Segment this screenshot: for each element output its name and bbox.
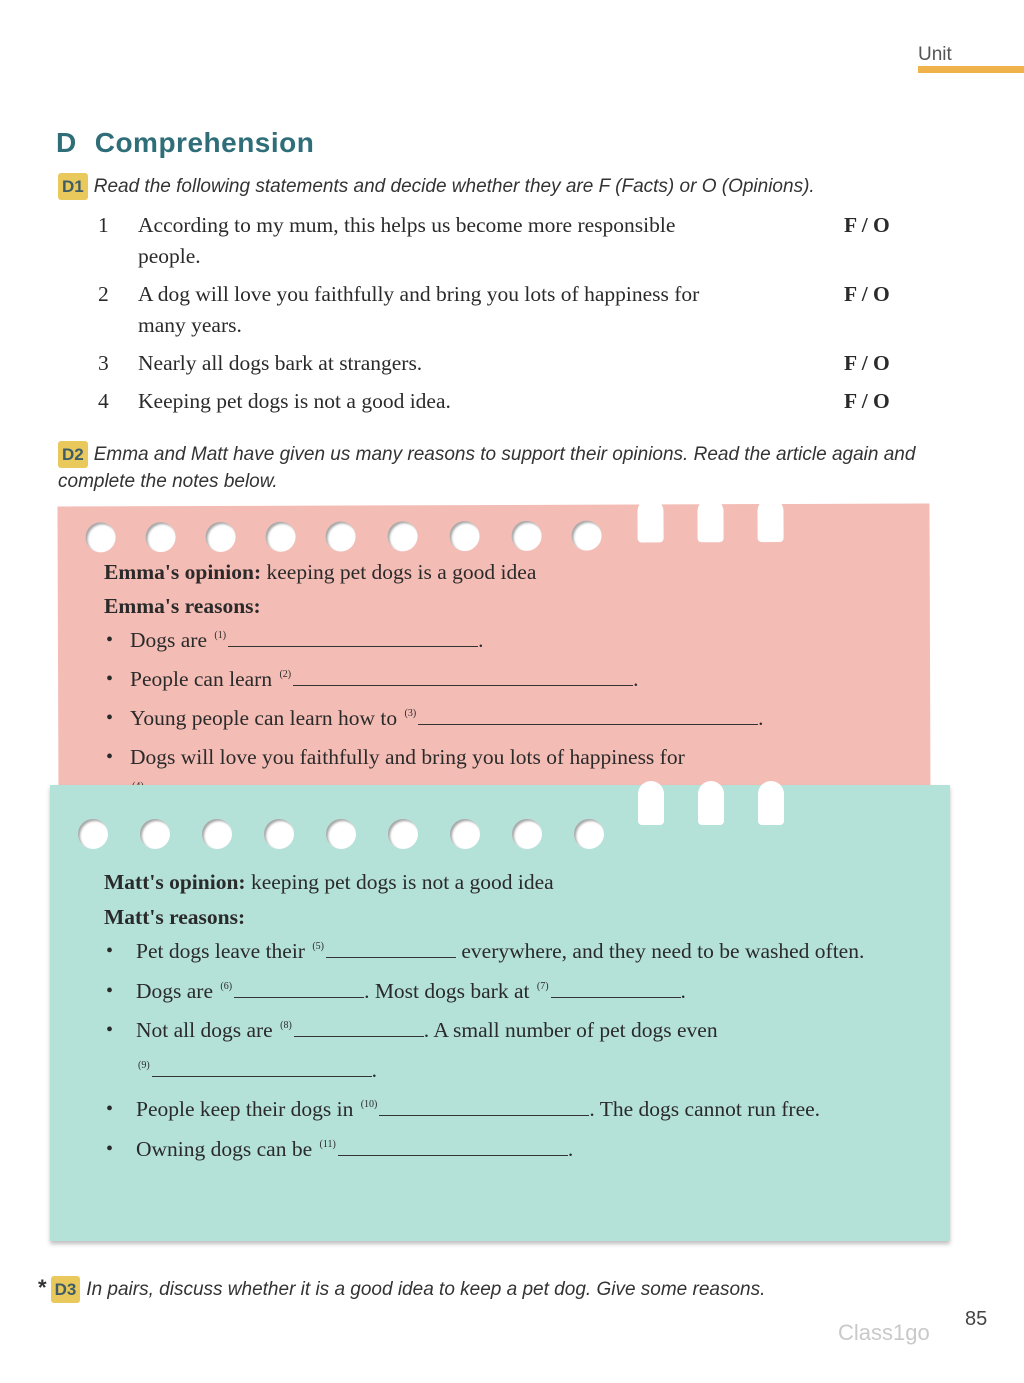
fact-opinion-choice[interactable]: F / O — [844, 282, 890, 306]
answer-blank[interactable] — [228, 624, 478, 647]
binder-hole — [388, 521, 418, 551]
d3-tag: D3 — [51, 1276, 81, 1303]
d1-statement-list — [98, 210, 918, 424]
reason-text: . Most dogs bark at — [364, 978, 530, 1003]
d3-instruction — [38, 1274, 958, 1303]
list-item — [104, 934, 914, 974]
list-item: • People can learn $^{(2)}$ . — [104, 662, 904, 701]
reason-text: Dogs will love you faithfully and bring you lots of happiness for — [130, 745, 685, 769]
list-item — [104, 1092, 914, 1132]
section-title-text: Comprehension — [94, 127, 315, 158]
emma-opinion-text: keeping pet dogs is a good idea — [266, 560, 537, 584]
blank-number: (9) — [138, 1059, 150, 1071]
reason-text: . The dogs cannot run free. — [589, 1097, 821, 1121]
binder-hole — [202, 819, 232, 849]
matt-opinion-label: Matt's opinion: — [104, 870, 246, 894]
torn-hole — [758, 781, 784, 825]
blank-number: (7) — [536, 980, 549, 992]
blank-number: (3) — [404, 708, 417, 719]
reason-text: People keep their dogs in — [136, 1097, 354, 1121]
d1-instruction — [58, 173, 988, 200]
emma-opinion-label: Emma's opinion: — [104, 560, 262, 584]
blank-number: (10) — [360, 1099, 378, 1110]
item-number: 1 — [98, 213, 109, 237]
binder-hole — [264, 819, 294, 849]
blank-number: (11) — [319, 1138, 336, 1150]
emma-notes — [104, 555, 904, 813]
item-text: A dog will love you faithfully and bring you lots of happiness for many years. — [138, 282, 700, 337]
list-item: • Young people can learn how to $^{(3)}$ . — [104, 701, 904, 740]
answer-blank[interactable] — [234, 975, 364, 998]
answer-blank[interactable] — [326, 935, 456, 958]
answer-blank[interactable] — [418, 702, 758, 725]
binder-hole — [512, 521, 542, 551]
list-item: • Owning dogs can be $^{(11)}$ . — [104, 1132, 914, 1172]
item-text: Keeping pet dogs is not a good idea. — [138, 389, 451, 413]
binder-hole — [206, 522, 236, 552]
reason-text: Dogs are — [136, 978, 214, 1003]
answer-blank[interactable] — [294, 1014, 424, 1037]
list-item: • Not all dogs are $^{(8)}$ . A small number of pet dogs even $^{(9)}$ . — [104, 1013, 914, 1092]
matt-opinion-text: keeping pet dogs is not a good idea — [250, 870, 554, 894]
binder-hole — [266, 522, 296, 552]
d2-instruction-text: Emma and Matt have given us many reasons to support their opinions. Read the article again and complete the notes below. — [58, 444, 916, 492]
answer-blank[interactable] — [293, 663, 633, 686]
binder-hole — [450, 819, 480, 849]
reason-text: . A small number of pet dogs even — [423, 1018, 718, 1042]
page-number: 85 — [965, 1308, 988, 1330]
section-title — [56, 127, 314, 159]
blank-number: (8) — [280, 1020, 292, 1031]
fact-opinion-choice[interactable]: F / O — [844, 351, 890, 375]
list-item — [98, 210, 918, 272]
binder-hole — [574, 819, 604, 849]
d2-tag: D2 — [58, 441, 88, 468]
d3-instruction-text: In pairs, discuss whether it is a good idea to keep a pet dog. Give some reasons. — [86, 1279, 766, 1300]
binder-hole — [326, 521, 356, 551]
blank-number: (5) — [312, 941, 325, 952]
torn-hole — [757, 498, 783, 542]
binder-hole — [146, 522, 176, 552]
section-letter: D — [56, 127, 77, 158]
reason-text: Not all dogs are — [136, 1018, 273, 1042]
binder-hole — [326, 819, 356, 849]
answer-blank[interactable] — [379, 1093, 589, 1116]
unit-label: Unit — [918, 44, 952, 65]
torn-hole — [638, 781, 664, 825]
binder-hole — [140, 819, 170, 849]
item-number: 2 — [98, 282, 109, 306]
item-text: According to my mum, this helps us become more responsible people. — [138, 213, 676, 268]
blank-number: (2) — [279, 669, 292, 680]
item-text: Nearly all dogs bark at strangers. — [138, 351, 423, 375]
torn-hole — [698, 781, 724, 825]
unit-accent-bar — [918, 66, 1024, 73]
binder-hole — [388, 819, 418, 849]
reason-text: Dogs are — [130, 628, 208, 652]
blank-number: (1) — [214, 630, 227, 641]
list-item: • Dogs are $^{(6)}$ . Most dogs bark at $^{(7)}$ . — [104, 974, 914, 1014]
challenge-star: * — [38, 1275, 47, 1300]
reason-text: everywhere, and they need to be washed often. — [461, 939, 865, 963]
list-item: • Dogs are $^{(1)}$ . — [104, 623, 904, 662]
watermark: Class1go — [838, 1320, 930, 1345]
list-item — [98, 386, 918, 417]
answer-blank[interactable] — [152, 1054, 372, 1077]
answer-blank[interactable] — [338, 1133, 568, 1156]
binder-hole — [572, 521, 602, 551]
fact-opinion-choice[interactable]: F / O — [844, 213, 890, 237]
reason-text: Pet dogs leave their — [136, 939, 305, 963]
binder-hole — [512, 819, 542, 849]
blank-number: (6) — [220, 980, 233, 992]
matt-notes — [104, 865, 914, 1171]
fact-opinion-choice[interactable]: F / O — [844, 389, 890, 413]
answer-blank[interactable] — [551, 975, 681, 998]
emma-reasons-label: Emma's reasons: — [104, 594, 261, 618]
d1-tag: D1 — [58, 173, 88, 200]
torn-hole — [637, 498, 663, 542]
d1-instruction-text: Read the following statements and decide whether they are F (Facts) or O (Opinions). — [93, 176, 815, 197]
item-number: 4 — [98, 389, 109, 413]
item-number: 3 — [98, 351, 109, 375]
torn-hole — [697, 498, 723, 542]
list-item — [98, 279, 918, 341]
reason-text: People can learn — [130, 667, 273, 691]
list-item — [98, 348, 918, 379]
binder-hole — [450, 521, 480, 551]
matt-reasons-label: Matt's reasons: — [104, 904, 246, 929]
emma-opinion — [104, 555, 904, 589]
binder-hole — [86, 522, 116, 552]
d2-instruction — [58, 441, 938, 495]
reason-text: Young people can learn how to — [130, 706, 398, 730]
matt-opinion — [104, 865, 914, 900]
reason-text: Owning dogs can be — [136, 1136, 313, 1161]
binder-hole — [78, 819, 108, 849]
